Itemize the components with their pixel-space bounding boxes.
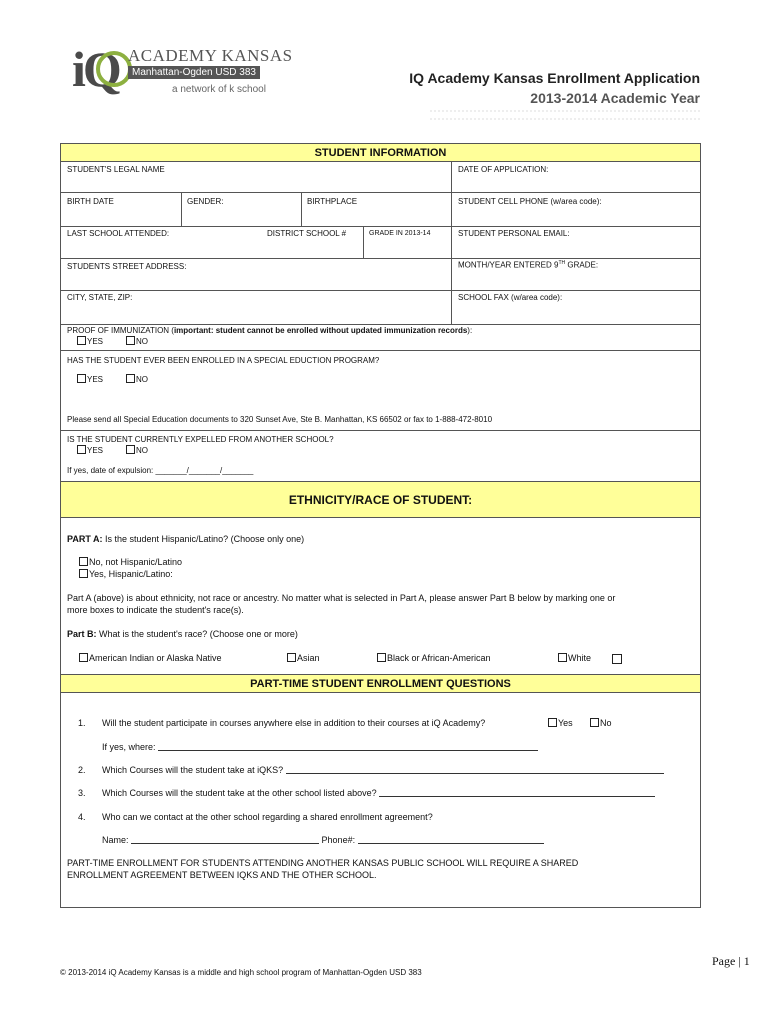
race-option-black[interactable] <box>377 653 491 663</box>
row-divider <box>61 226 700 227</box>
option-label: YES <box>87 337 104 346</box>
race-option-asian[interactable] <box>287 653 320 663</box>
ethnicity-explanation-line-2: more boxes to indicate the student's race(s). <box>67 605 244 615</box>
option-label: YES <box>87 446 104 455</box>
academic-year: 2013-2014 Academic Year <box>530 90 700 106</box>
question-4-number: 4. <box>78 812 86 822</box>
checkbox-icon[interactable] <box>77 445 86 454</box>
expelled-yes-option[interactable] <box>77 445 103 455</box>
legal-name-field[interactable]: STUDENT'S LEGAL NAME <box>67 165 165 174</box>
question-4-text: Who can we contact at the other school regarding a shared enrollment agreement? <box>102 812 433 822</box>
checkbox-icon[interactable] <box>548 718 557 727</box>
email-field[interactable]: STUDENT PERSONAL EMAIL: <box>458 229 570 238</box>
page-number: Page | 1 <box>712 954 750 968</box>
logo-network: a network of k school <box>172 84 266 95</box>
row-divider <box>61 430 700 431</box>
option-label: No, not Hispanic/Latino <box>89 557 183 567</box>
question-2-number: 2. <box>78 765 86 775</box>
cell-divider <box>363 226 364 258</box>
logo-academy-name: ACADEMY KANSAS <box>128 46 293 65</box>
section-header-student-info: STUDENT INFORMATION <box>61 144 700 162</box>
special-ed-no-option[interactable] <box>126 374 148 384</box>
month-year-entered-field[interactable] <box>458 260 598 270</box>
immunization-no-option[interactable] <box>126 336 148 346</box>
logo-district: Manhattan-Ogden USD 383 <box>128 66 260 79</box>
option-label: No <box>600 718 612 728</box>
immunization-question <box>67 326 472 335</box>
option-label: NO <box>136 375 148 384</box>
decorative-divider <box>430 118 700 120</box>
name-label: Name: <box>102 835 129 845</box>
part-a-question <box>67 534 304 544</box>
part-b-text: What is the student's race? (Choose one or more) <box>96 629 298 639</box>
month-year-superscript: TH <box>558 260 566 266</box>
grade-field[interactable]: GRADE IN 2013-14 <box>369 230 431 237</box>
checkbox-icon[interactable] <box>590 718 599 727</box>
checkbox-icon[interactable] <box>77 336 86 345</box>
option-label: NO <box>136 446 148 455</box>
birthplace-field[interactable]: BIRTHPLACE <box>307 197 358 206</box>
name-input-line[interactable] <box>131 843 319 844</box>
enrollment-form <box>60 143 701 908</box>
expelled-question: IS THE STUDENT CURRENTLY EXPELLED FROM ANOTHER SCHOOL? <box>67 435 334 444</box>
district-school-field[interactable]: DISTRICT SCHOOL # <box>267 229 347 238</box>
month-year-tail: GRADE: <box>565 260 599 270</box>
ethnicity-explanation-line-1: Part A (above) is about ethnicity, not race or ancestry. No matter what is selected in Part A, please answer Part B below by marking one or <box>67 593 616 603</box>
row-divider <box>61 258 700 259</box>
immunization-prefix: PROOF OF IMMUNIZATION ( <box>67 326 174 335</box>
decorative-divider <box>430 110 700 112</box>
checkbox-icon[interactable] <box>558 653 567 662</box>
part-time-notice-line-2: ENROLLMENT AGREEMENT BETWEEN IQKS AND THE OTHER SCHOOL. <box>67 870 377 880</box>
hispanic-yes-option[interactable] <box>79 569 173 579</box>
street-address-field[interactable]: STUDENTS STREET ADDRESS: <box>67 262 187 271</box>
gender-field[interactable]: GENDER: <box>187 197 224 206</box>
section-header-part-time: PART-TIME STUDENT ENROLLMENT QUESTIONS <box>61 675 700 693</box>
checkbox-icon[interactable] <box>79 569 88 578</box>
option-label: White <box>568 653 592 663</box>
option-label: YES <box>87 375 104 384</box>
immunization-yes-option[interactable] <box>77 336 103 346</box>
special-ed-question: HAS THE STUDENT EVER BEEN ENROLLED IN A SPECIAL EDUCTION PROGRAM? <box>67 356 380 365</box>
birth-date-field[interactable]: BIRTH DATE <box>67 197 114 206</box>
expulsion-date-field[interactable]: If yes, date of expulsion: _______/_______/_______ <box>67 466 254 475</box>
part-a-text: Is the student Hispanic/Latino? (Choose only one) <box>102 534 305 544</box>
checkbox-icon[interactable] <box>79 557 88 566</box>
other-school-courses-input-line[interactable] <box>379 796 655 797</box>
option-label: Yes <box>558 718 573 728</box>
question-3-field[interactable] <box>102 788 655 798</box>
race-option-white[interactable] <box>558 653 591 663</box>
expelled-no-option[interactable] <box>126 445 148 455</box>
question-2-field[interactable] <box>102 765 664 775</box>
logo-iq-mark: iQ <box>72 41 119 97</box>
where-input-line[interactable] <box>158 750 538 751</box>
section-header-ethnicity: ETHNICITY/RACE OF STUDENT: <box>61 482 700 518</box>
question-1-text: Will the student participate in courses anywhere else in addition to their courses at iQ Academy? <box>102 718 486 728</box>
hispanic-no-option[interactable] <box>79 557 182 567</box>
row-divider <box>61 192 700 193</box>
race-option-american-indian[interactable] <box>79 653 222 663</box>
month-year-label: MONTH/YEAR ENTERED 9 <box>458 260 559 270</box>
application-date-field[interactable]: DATE OF APPLICATION: <box>458 165 549 174</box>
checkbox-icon[interactable] <box>287 653 296 662</box>
question-3-number: 3. <box>78 788 86 798</box>
question-2-text: Which Courses will the student take at iQKS? <box>102 765 284 775</box>
part-b-label: Part B: <box>67 629 97 639</box>
race-option-other-checkbox[interactable] <box>612 654 622 664</box>
immunization-suffix: ): <box>467 326 473 335</box>
copyright-footer: © 2013-2014 iQ Academy Kansas is a middle and high school program of Manhattan-Ogden USD 383 <box>60 968 422 977</box>
checkbox-icon[interactable] <box>126 374 135 383</box>
immunization-warning: important: student cannot be enrolled without updated immunization records <box>173 326 468 335</box>
if-yes-label: If yes, where: <box>102 742 156 752</box>
special-ed-note: Please send all Special Education documents to 320 Sunset Ave, Ste B. Manhattan, KS 66502 or fax to 1-888-472-8010 <box>67 415 493 424</box>
row-divider <box>61 350 700 351</box>
checkbox-icon[interactable] <box>77 374 86 383</box>
option-label: Yes, Hispanic/Latino: <box>89 569 173 579</box>
question-1-no-option[interactable] <box>590 718 612 728</box>
option-label: NO <box>136 337 148 346</box>
question-1-yes-option[interactable] <box>548 718 573 728</box>
part-time-notice-line-1: PART-TIME ENROLLMENT FOR STUDENTS ATTENDING ANOTHER KANSAS PUBLIC SCHOOL WILL REQUIRE A SHARED <box>67 858 579 868</box>
school-fax-field[interactable]: SCHOOL FAX (w/area code): <box>458 293 563 302</box>
option-label: Asian <box>297 653 320 663</box>
last-school-field[interactable]: LAST SCHOOL ATTENDED: <box>67 229 170 238</box>
option-label: American Indian or Alaska Native <box>89 653 222 663</box>
phone-label: Phone#: <box>321 835 356 845</box>
special-ed-yes-option[interactable] <box>77 374 103 384</box>
row-divider <box>61 324 700 325</box>
question-1-number: 1. <box>78 718 86 728</box>
column-divider <box>451 162 452 324</box>
row-divider <box>61 290 700 291</box>
option-label: Black or African-American <box>387 653 491 663</box>
checkbox-icon[interactable] <box>126 445 135 454</box>
cell-phone-field[interactable]: STUDENT CELL PHONE (w/area code): <box>458 197 602 206</box>
phone-input-line[interactable] <box>358 843 544 844</box>
cell-divider <box>301 192 302 226</box>
iqks-courses-input-line[interactable] <box>286 773 664 774</box>
part-b-question <box>67 629 298 639</box>
part-a-label: PART A: <box>67 534 103 544</box>
document-title: IQ Academy Kansas Enrollment Application <box>409 70 700 86</box>
city-state-zip-field[interactable]: CITY, STATE, ZIP: <box>67 293 133 302</box>
checkbox-icon[interactable] <box>126 336 135 345</box>
checkbox-icon[interactable] <box>377 653 386 662</box>
question-3-text: Which Courses will the student take at the other school listed above? <box>102 788 377 798</box>
contact-name-field[interactable] <box>102 835 544 845</box>
if-yes-where-field[interactable] <box>102 742 538 752</box>
cell-divider <box>181 192 182 226</box>
checkbox-icon[interactable] <box>79 653 88 662</box>
